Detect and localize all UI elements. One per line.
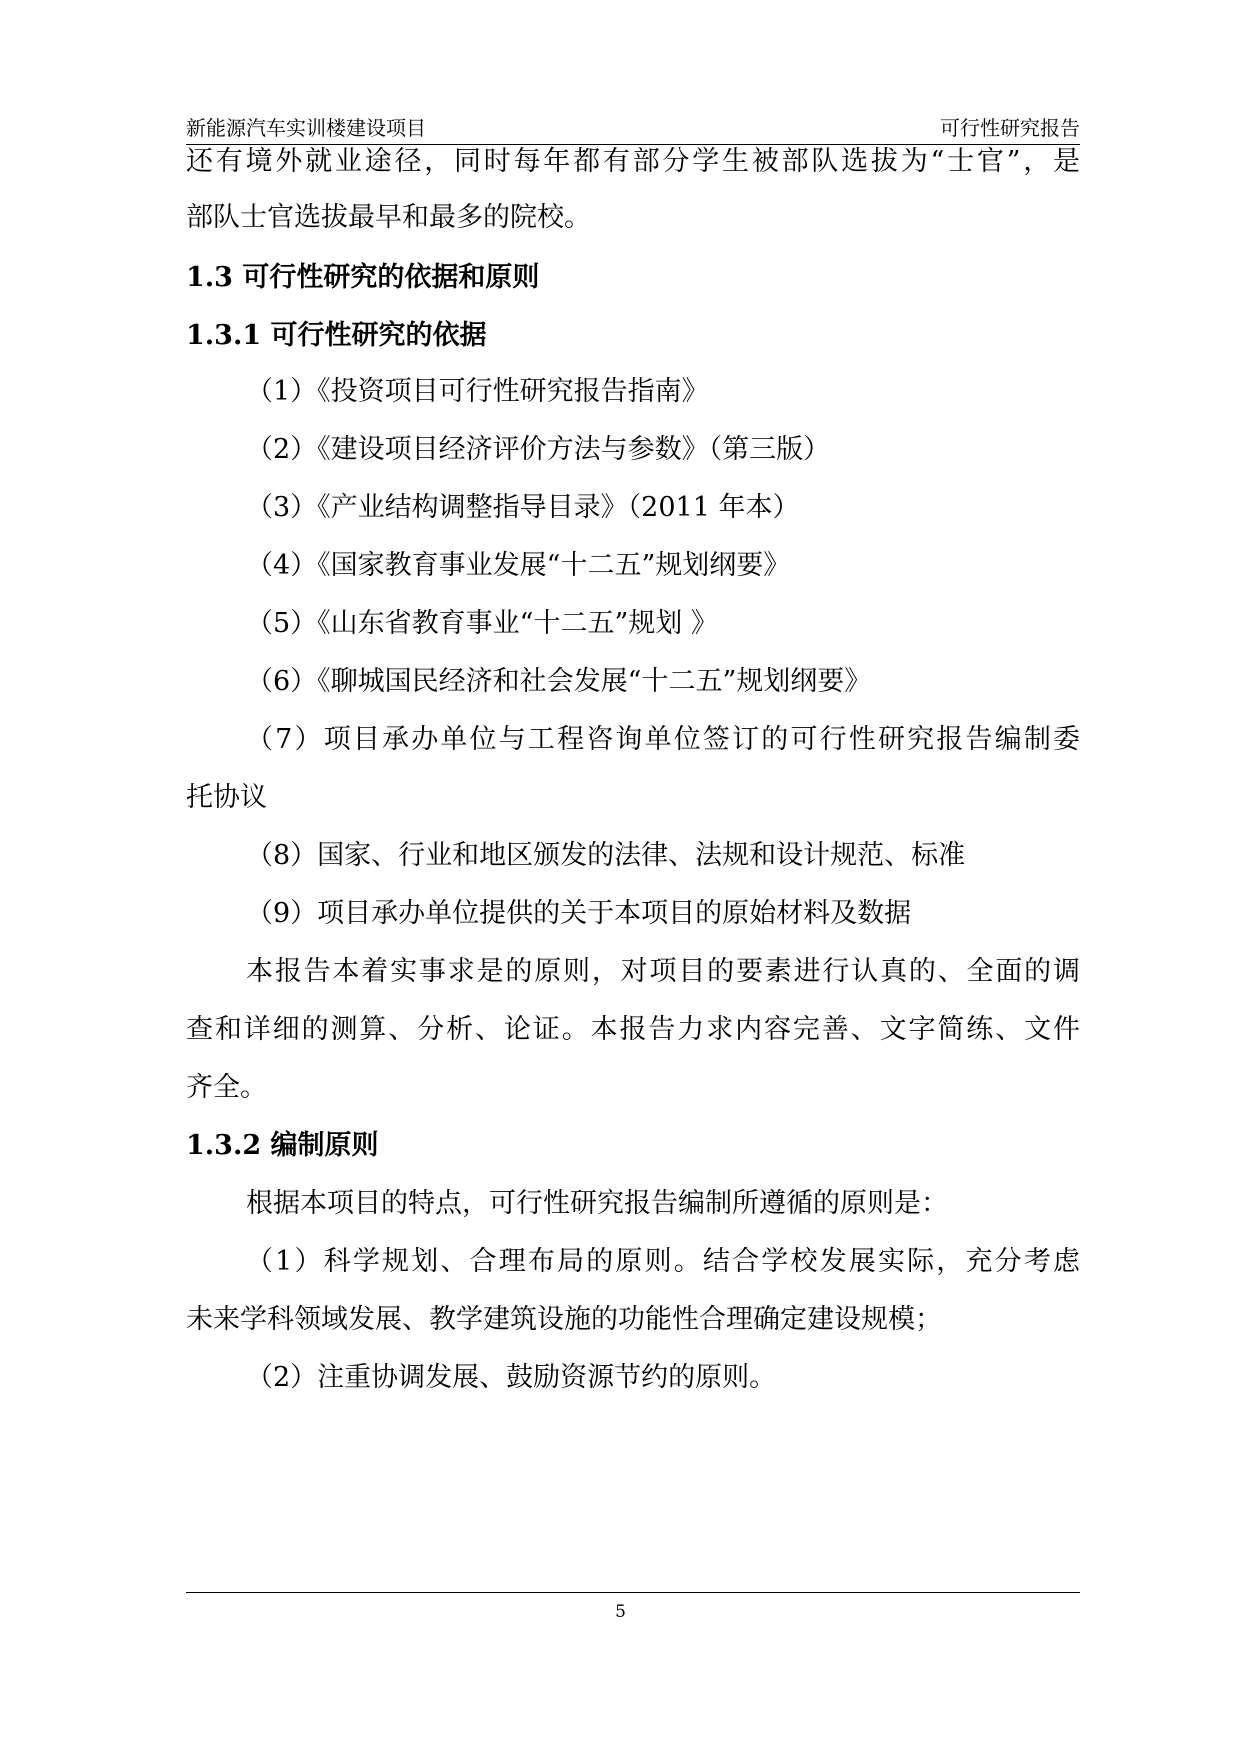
- section-heading-1-3: 1.3 可行性研究的依据和原则: [186, 262, 540, 293]
- section-heading-1-3-1: 1.3.1 可行性研究的依据: [186, 320, 487, 351]
- running-header-project: 新能源汽车实训楼建设项目: [186, 116, 426, 140]
- basis-item-2: （2）《建设项目经济评价方法与参数》（第三版）: [246, 434, 831, 465]
- basis-item-9: （9）项目承办单位提供的关于本项目的原始材料及数据: [246, 898, 912, 929]
- basis-item-4: （4）《国家教育事业发展“十二五”规划纲要》: [246, 550, 791, 581]
- paragraph-intro-line-2: 部队士官选拔最早和最多的院校。: [186, 202, 591, 233]
- basis-item-6: （6）《聊城国民经济和社会发展“十二五”规划纲要》: [246, 666, 872, 697]
- running-header-report: 可行性研究报告: [940, 116, 1080, 140]
- paragraph-rule-intro: 根据本项目的特点，可行性研究报告编制所遵循的原则是：: [246, 1188, 948, 1219]
- paragraph-rule-2: （2）注重协调发展、鼓励资源节约的原则。: [246, 1362, 777, 1393]
- footer-divider: [186, 1592, 1080, 1593]
- paragraph-principle-line-2: 查和详细的测算、分析、论证。本报告力求内容完善、文字简练、文件: [186, 1014, 1080, 1045]
- basis-item-1: （1）《投资项目可行性研究报告指南》: [246, 376, 709, 407]
- basis-item-7-line-2: 托协议: [186, 782, 267, 813]
- basis-item-3: （3）《产业结构调整指导目录》（2011 年本）: [246, 492, 800, 523]
- basis-item-7-line-1: （7）项目承办单位与工程咨询单位签订的可行性研究报告编制委: [246, 724, 1080, 755]
- basis-item-5: （5）《山东省教育事业“十二五”规划 》: [246, 608, 718, 639]
- section-heading-1-3-2: 1.3.2 编制原则: [186, 1130, 379, 1161]
- basis-item-8: （8）国家、行业和地区颁发的法律、法规和设计规范、标准: [246, 840, 966, 871]
- page-number: 5: [615, 1602, 626, 1622]
- paragraph-rule-1-line-2: 未来学科领域发展、教学建筑设施的功能性合理确定建设规模；: [186, 1304, 942, 1335]
- paragraph-principle-line-1: 本报告本着实事求是的原则，对项目的要素进行认真的、全面的调: [246, 956, 1080, 987]
- paragraph-rule-1-line-1: （1）科学规划、合理布局的原则。结合学校发展实际，充分考虑: [246, 1246, 1080, 1277]
- paragraph-principle-line-3: 齐全。: [186, 1072, 267, 1103]
- paragraph-intro-line-1: 还有境外就业途径，同时每年都有部分学生被部队选拔为“士官”，是: [186, 146, 1080, 177]
